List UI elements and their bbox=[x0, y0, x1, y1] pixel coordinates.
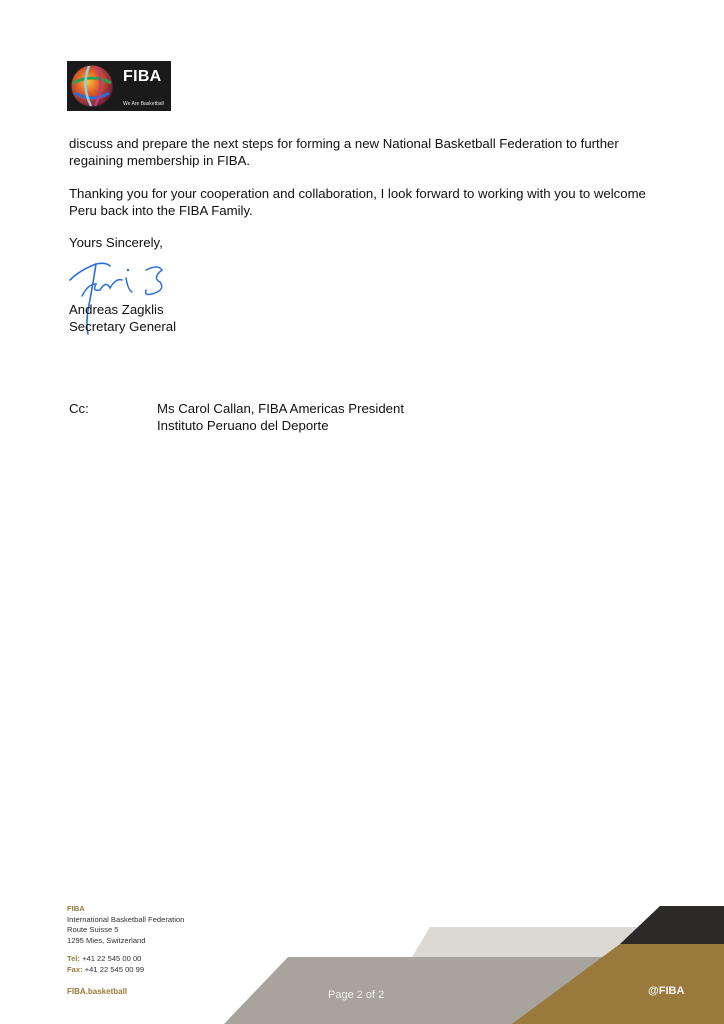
logo-tagline: We Are Basketball bbox=[123, 101, 164, 107]
dark-band bbox=[620, 906, 724, 944]
footer-org-full: International Basketball Federation bbox=[67, 914, 185, 924]
tel-label: Tel: bbox=[67, 954, 80, 963]
body-paragraph-2: Thanking you for your cooperation and collaboration, I look forward to working with you to welcome Peru back into the FIBA Family. bbox=[69, 186, 646, 218]
fax-number: +41 22 545 00 99 bbox=[84, 964, 145, 974]
cc-recipient: Instituto Peruano del Deporte bbox=[157, 418, 329, 433]
body-paragraph-1: discuss and prepare the next steps for forming a new National Basketball Federation to further regaining membership in FIBA. bbox=[69, 136, 619, 168]
fax-label: Fax: bbox=[67, 964, 83, 974]
footer-website: FIBA.basketball bbox=[67, 987, 128, 996]
signatory-title: Secretary General bbox=[69, 319, 177, 334]
cc-label: Cc: bbox=[69, 401, 89, 416]
signatory-name: Andreas Zagklis bbox=[69, 302, 164, 317]
tel-number: +41 22 545 00 00 bbox=[82, 954, 142, 963]
cc-recipient: Ms Carol Callan, FIBA Americas President bbox=[157, 401, 404, 416]
footer-address-line-1: Route Suisse 5 bbox=[67, 925, 119, 934]
footer-org-short: FIBA bbox=[67, 904, 85, 913]
logo-wordmark: FIBA bbox=[123, 68, 162, 85]
closing-salutation: Yours Sincerely, bbox=[69, 235, 163, 250]
footer-address-line-2: 1295 Mies, Switzerland bbox=[67, 935, 146, 945]
social-handle: @FIBA bbox=[648, 985, 685, 997]
page-indicator: Page 2 of 2 bbox=[328, 989, 385, 1001]
